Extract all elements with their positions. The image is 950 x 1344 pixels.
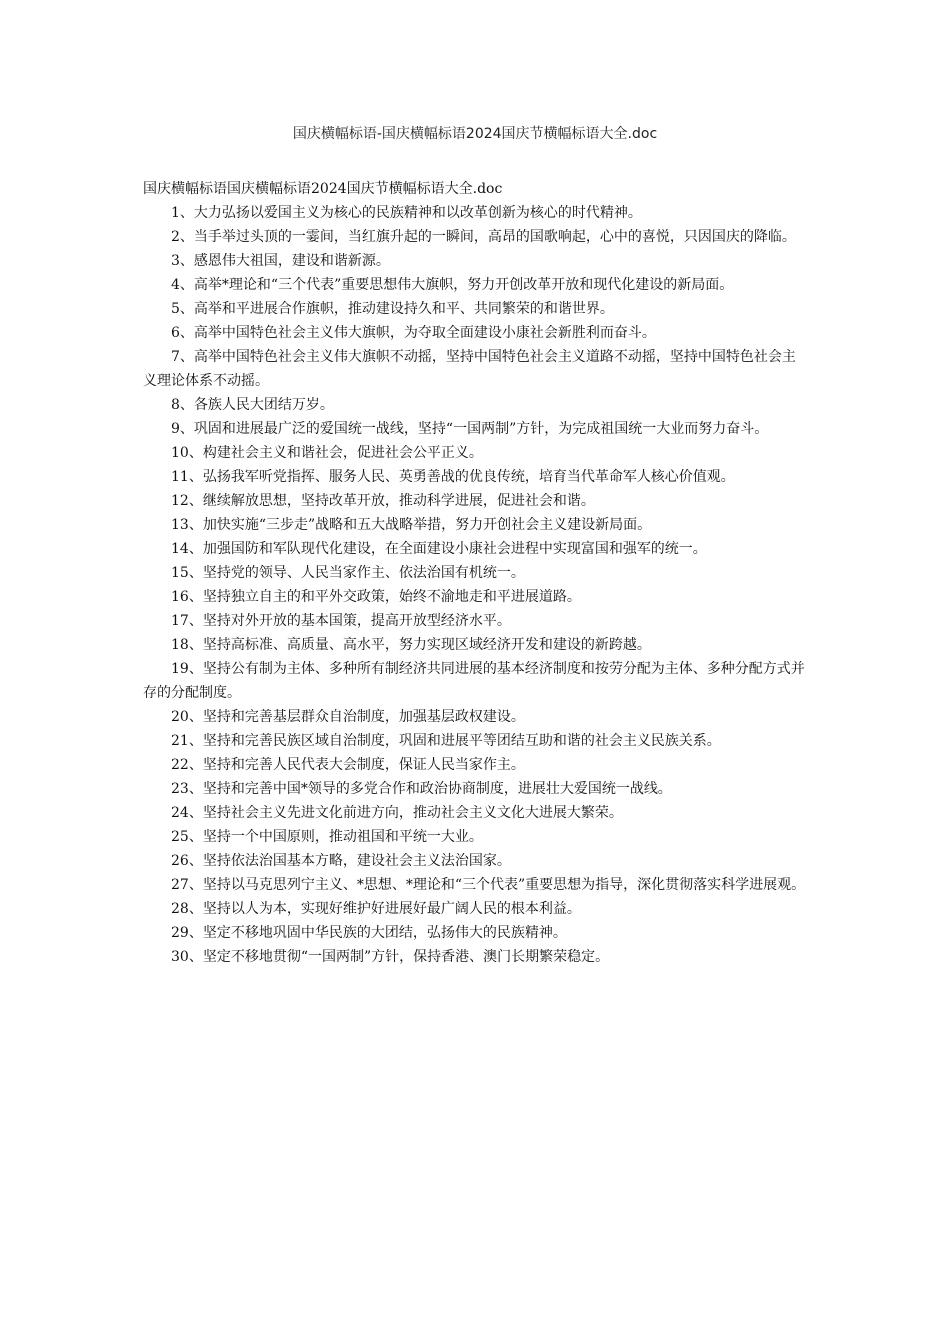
- list-item: 3、感恩伟大祖国，建设和谐新源。: [171, 253, 390, 269]
- list-item: 28、坚持以人为本，实现好维护好进展好最广阔人民的根本利益。: [171, 901, 581, 917]
- list-item: 15、坚持党的领导、人民当家作主、依法治国有机统一。: [171, 565, 525, 581]
- list-item: 6、高举中国特色社会主义伟大旗帜，为夺取全面建设小康社会新胜利而奋斗。: [171, 325, 656, 341]
- list-item: 21、坚持和完善民族区域自治制度，巩固和进展平等团结互助和谐的社会主义民族关系。: [171, 733, 721, 749]
- slogan-list: [143, 201, 808, 969]
- document-title: 国庆横幅标语国庆横幅标语2024国庆节横幅标语大全.doc: [143, 181, 503, 197]
- list-item: 22、坚持和完善人民代表大会制度，保证人民当家作主。: [171, 757, 525, 773]
- page-header-title: 国庆横幅标语-国庆横幅标语2024国庆节横幅标语大全.doc: [292, 126, 658, 142]
- list-item: 13、加快实施“三步走”战略和五大战略举措，努力开创社会主义建设新局面。: [171, 517, 652, 533]
- list-item: 8、各族人民大团结万岁。: [171, 397, 334, 413]
- list-item: 27、坚持以马克思列宁主义、*思想、*理论和“三个代表”重要思想为指导，深化贯彻落实科学进展观。: [171, 877, 806, 893]
- list-item: 25、坚持一个中国原则，推动祖国和平统一大业。: [171, 829, 483, 845]
- list-item: 18、坚持高标准、高质量、高水平，努力实现区域经济开发和建设的新跨越。: [171, 637, 651, 653]
- list-item: 26、坚持依法治国基本方略，建设社会主义法治国家。: [171, 853, 511, 869]
- list-item: 7、高举中国特色社会主义伟大旗帜不动摇，坚持中国特色社会主义道路不动摇，坚持中国特色社会主义理论体系不动摇。: [143, 349, 796, 389]
- list-item: 19、坚持公有制为主体、多种所有制经济共同进展的基本经济制度和按劳分配为主体、多种分配方式并存的分配制度。: [143, 661, 805, 701]
- list-item: 30、坚定不移地贯彻“一国两制”方针，保持香港、澳门长期繁荣稳定。: [171, 949, 610, 965]
- list-item: 10、构建社会主义和谐社会，促进社会公平正义。: [171, 445, 483, 461]
- list-item: 4、高举*理论和“三个代表”重要思想伟大旗帜，努力开创改革开放和现代化建设的新局面。: [171, 277, 734, 293]
- list-item: 16、坚持独立自主的和平外交政策，始终不渝地走和平进展道路。: [171, 589, 581, 605]
- document-body: [143, 177, 808, 969]
- list-item: 11、弘扬我军听党指挥、服务人民、英勇善战的优良传统，培育当代革命军人核心价值观。: [171, 469, 735, 485]
- list-item: 12、继续解放思想，坚持改革开放，推动科学进展，促进社会和谐。: [171, 493, 595, 509]
- list-item: 29、坚定不移地巩固中华民族的大团结，弘扬伟大的民族精神。: [171, 925, 567, 941]
- list-item: 2、当手举过头顶的一霎间，当红旗升起的一瞬间，高昂的国歌响起，心中的喜悦，只因国庆的降临。: [171, 229, 796, 245]
- list-item: 17、坚持对外开放的基本国策，提高开放型经济水平。: [171, 613, 511, 629]
- list-item: 20、坚持和完善基层群众自治制度，加强基层政权建设。: [171, 709, 525, 725]
- list-item: 14、加强国防和军队现代化建设，在全面建设小康社会进程中实现富国和强军的统一。: [171, 541, 707, 557]
- list-item: 23、坚持和完善中国*领导的多党合作和政治协商制度，进展壮大爱国统一战线。: [171, 781, 672, 797]
- list-item: 5、高举和平进展合作旗帜，推动建设持久和平、共同繁荣的和谐世界。: [171, 301, 614, 317]
- list-item: 1、大力弘扬以爱国主义为核心的民族精神和以改革创新为核心的时代精神。: [171, 205, 642, 221]
- list-item: 24、坚持社会主义先进文化前进方向，推动社会主义文化大进展大繁荣。: [171, 805, 623, 821]
- list-item: 9、巩固和进展最广泛的爱国统一战线，坚持“一国两制”方针，为完成祖国统一大业而努力奋斗。: [171, 421, 769, 437]
